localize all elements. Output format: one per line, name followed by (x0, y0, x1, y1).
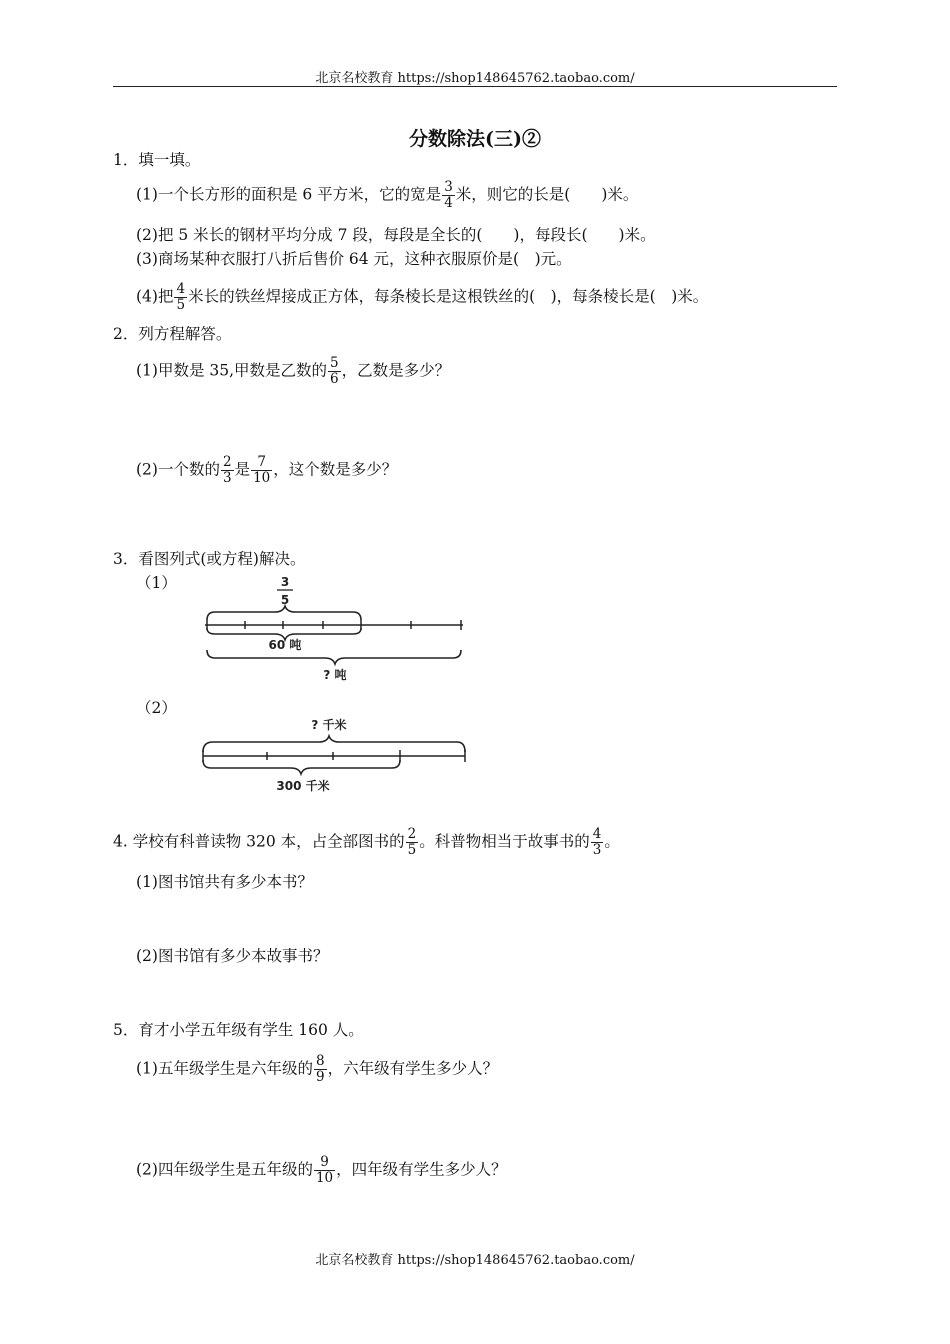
fraction: $\frac{2}{3}$ (222, 454, 232, 486)
q4-part2: (2)图书馆有多少本故事书？ (136, 947, 329, 965)
q5-part1 (136, 1054, 498, 1085)
q5-part2 (136, 1155, 507, 1186)
q5-p2-text-b: ，四年级有学生多少人？ (336, 1160, 507, 1179)
q4-text-a: 4. 学校有科普读物 320 本，占全部图书的 (113, 832, 405, 851)
q1-heading: 1．填一填。 (113, 151, 201, 169)
q2-p1-text-a: (1)甲数是 35,甲数是乙数的 (136, 361, 328, 380)
q1-part4 (136, 282, 708, 313)
q1-p4-text-a: (4)把 (136, 287, 174, 306)
page-title: 分数除法(三)② (409, 128, 541, 150)
line-diagram-1 (195, 570, 475, 685)
q2-part1 (136, 356, 450, 387)
q1-part1 (136, 180, 638, 211)
q2-p1-text-b: ，乙数是多少？ (341, 361, 451, 380)
q4-text-b: 。 (604, 832, 620, 851)
page-footer: 北京名校教育 https://shop148645762.taobao.com/ (315, 1253, 635, 1268)
q4-part1: (1)图书馆共有多少本书？ (136, 873, 313, 891)
q1-part3: (3)商场某种衣服打八折后售价 64 元，这种衣服原价是( )元。 (136, 250, 572, 268)
q5-p1-text-a: (1)五年级学生是六年级的 (136, 1059, 313, 1078)
q4-heading (113, 827, 620, 858)
q5-heading: 5．育才小学五年级有学生 160 人。 (113, 1021, 364, 1039)
q2-p2-text-a: (2)一个数的 (136, 460, 220, 479)
q1-p4-text-b: 米长的铁丝焊接成正方体，每条棱长是这根铁丝的( )，每条棱长是( )米。 (188, 287, 709, 306)
q3-fig2-label: （2） (136, 699, 177, 717)
fig1-frac-numerator: 3 (280, 575, 290, 589)
q1-p1-text-a: (1)一个长方形的面积是 6 平方米，它的宽是 (136, 185, 442, 204)
q1-part2: (2)把 5 米长的钢材平均分成 7 段，每段是全长的( )，每段长( )米。 (136, 226, 656, 244)
q1-p1-text-b: 米，则它的长是( )米。 (455, 185, 639, 204)
q2-p2-text-m: 是 (234, 460, 251, 479)
fig1-unknown-label: ? 吨 (323, 668, 347, 682)
q5-p1-text-b: ，六年级有学生多少人？ (327, 1059, 499, 1078)
fraction: $\frac{9}{10}$ (315, 1154, 334, 1186)
q4-text-m: 。科普物相当于故事书的 (419, 832, 590, 851)
q2-p2-text-b: ，这个数是多少？ (273, 460, 398, 479)
fig2-unknown-label: ? 千米 (311, 718, 347, 732)
fraction: $\frac{5}{6}$ (330, 355, 339, 387)
q2-part2 (136, 455, 397, 486)
fraction: $\frac{4}{5}$ (176, 281, 186, 313)
fraction: $\frac{2}{5}$ (407, 826, 417, 858)
fig2-known-label: 300 千米 (276, 779, 330, 793)
fig1-frac-denominator: 5 (280, 593, 290, 607)
fig1-known-label: 60 吨 (268, 638, 302, 652)
fraction: $\frac{4}{3}$ (592, 826, 602, 858)
page-header: 北京名校教育 https://shop148645762.taobao.com/ (315, 71, 635, 86)
q3-heading: 3．看图列式(或方程)解决。 (113, 550, 306, 568)
fraction: $\frac{3}{4}$ (444, 179, 453, 211)
q3-fig1-label: （1） (136, 574, 177, 592)
fraction: $\frac{7}{10}$ (253, 454, 271, 486)
header-rule (113, 86, 837, 87)
line-diagram-2 (195, 712, 475, 797)
fraction: $\frac{8}{9}$ (315, 1053, 325, 1085)
q2-heading: 2．列方程解答。 (113, 325, 232, 343)
q5-p2-text-a: (2)四年级学生是五年级的 (136, 1160, 313, 1179)
